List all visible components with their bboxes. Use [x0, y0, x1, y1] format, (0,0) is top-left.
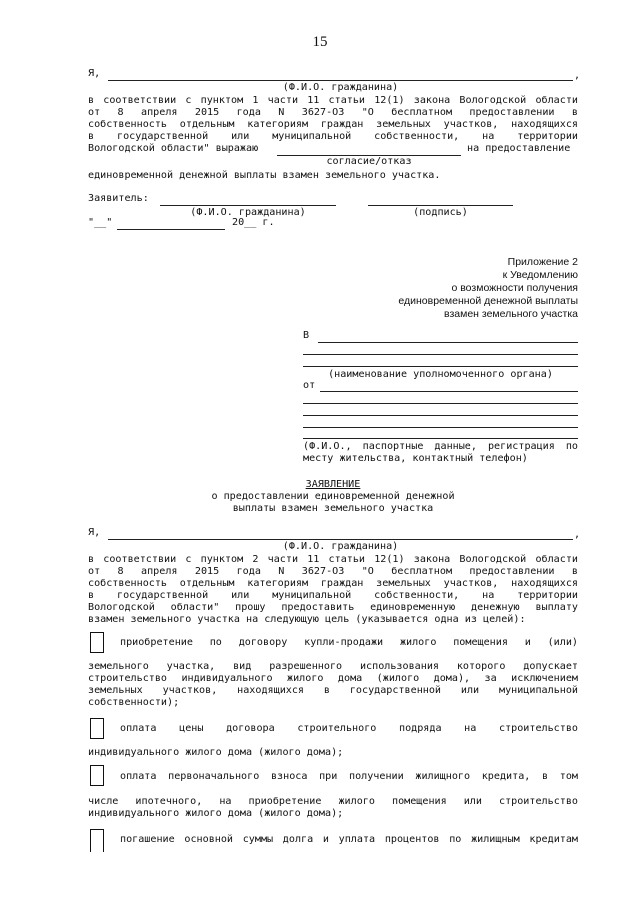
ya-label: Я, — [88, 527, 101, 538]
option-text: земельного участка, вид разрешенного использования которого допускает — [88, 661, 578, 672]
option-text: числе ипотечного, на приобретение жилого помещения или строительство — [88, 796, 578, 807]
statement-subtitle: выплаты взамен земельного участка — [232, 503, 434, 514]
option-checkbox[interactable] — [90, 829, 104, 852]
paragraph-line: в соответствии с пунктом 1 части 11 статьи 12(1) закона Вологодской области — [88, 95, 578, 106]
option-checkbox[interactable] — [90, 765, 104, 786]
applicant-label: Заявитель: — [88, 193, 149, 204]
date-year: 20__ г. — [232, 217, 275, 228]
applicant-name-line[interactable] — [160, 205, 336, 206]
authority-caption: (наименование уполномоченного органа) — [328, 369, 553, 380]
paragraph-line: в государственной или муниципальной собственности, на территории — [88, 590, 578, 601]
person-caption: (Ф.И.О., паспортные данные, регистрация по — [303, 441, 578, 452]
fio-input-line[interactable] — [108, 80, 573, 81]
paragraph-line: в государственной или муниципальной собственности, на территории — [88, 131, 578, 142]
fio-caption: (Ф.И.О. гражданина) — [282, 541, 399, 552]
option-text: оплата первоначального взноса при получении жилищного кредита, в том — [120, 771, 578, 782]
option-text: приобретение по договору купли-продажи жилого помещения и (или) — [120, 637, 578, 648]
appendix-line: о возможности получения — [451, 282, 578, 294]
comma: , — [574, 529, 581, 540]
paragraph-line: в соответствии с пунктом 2 части 11 статьи 12(1) закона Вологодской области — [88, 554, 578, 565]
option-text: собственности); — [88, 697, 180, 708]
date-day: "__" — [88, 217, 113, 228]
ya-label: Я, — [88, 68, 101, 79]
applicant-data-line[interactable] — [303, 427, 578, 428]
comma: , — [574, 70, 581, 81]
paragraph-line: собственность отдельным категориям граждан земельных участков, находящихся — [88, 578, 578, 589]
consent-caption: согласие/отказ — [326, 156, 412, 167]
option-text: индивидуального жилого дома (жилого дома); — [88, 747, 344, 758]
authority-line[interactable] — [303, 354, 578, 355]
authority-line[interactable] — [303, 366, 578, 367]
option-checkbox[interactable] — [90, 632, 104, 653]
option-text: строительство индивидуального жилого дома (жилого дома), за исключением — [88, 673, 578, 684]
option-text: оплата цены договора строительного подряда на строительство — [120, 723, 578, 734]
paragraph-line: на предоставление — [467, 143, 571, 154]
option-checkbox[interactable] — [90, 718, 104, 739]
paragraph-line: единовременной денежной выплаты взамен земельного участка. — [88, 170, 441, 181]
to-label: В — [303, 330, 310, 341]
statement-subtitle: о предоставлении единовременной денежной — [211, 491, 455, 502]
paragraph-line: от 8 апреля 2015 года N 3627-ОЗ "О бесплатном предоставлении в — [88, 566, 578, 577]
paragraph-line: собственность отдельным категориям граждан земельных участков, находящихся — [88, 119, 578, 130]
applicant-data-line[interactable] — [303, 403, 578, 404]
option-text: погашение основной суммы долга и уплата процентов по жилищным кредитам — [120, 834, 578, 845]
applicant-data-line[interactable] — [320, 391, 578, 392]
authority-line[interactable] — [318, 342, 578, 343]
appendix-line: единовременной денежной выплаты — [398, 295, 578, 307]
appendix-line: взамен земельного участка — [443, 308, 578, 320]
paragraph-line: от 8 апреля 2015 года N 3627-ОЗ "О бесплатном предоставлении в — [88, 107, 578, 118]
from-label: от — [303, 380, 316, 391]
fio-caption: (Ф.И.О. гражданина) — [282, 82, 399, 93]
applicant-data-line[interactable] — [303, 415, 578, 416]
option-text: индивидуального жилого дома (жилого дома); — [88, 808, 344, 819]
fio-input-line[interactable] — [108, 539, 573, 540]
statement-title: ЗАЯВЛЕНИЕ — [305, 479, 361, 490]
signature-caption: (подпись) — [413, 207, 468, 218]
date-month-line[interactable] — [117, 229, 225, 230]
page-number: 15 — [312, 34, 328, 50]
appendix-line: к Уведомлению — [502, 269, 578, 281]
applicant-data-line[interactable] — [303, 438, 578, 439]
paragraph-line: Вологодской области" прошу предоставить единовременную денежную выплату — [88, 602, 578, 613]
appendix-line: Приложение 2 — [507, 256, 578, 268]
option-text: земельных участков, находящихся в государственной или муниципальной — [88, 685, 578, 696]
signature-line[interactable] — [368, 205, 513, 206]
paragraph-line: Вологодской области" выражаю — [88, 143, 259, 154]
paragraph-line: взамен земельного участка на следующую цель (указывается одна из целей): — [88, 614, 526, 625]
fio-caption: (Ф.И.О. гражданина) — [190, 207, 306, 218]
person-caption: месту жительства, контактный телефон) — [303, 453, 528, 464]
